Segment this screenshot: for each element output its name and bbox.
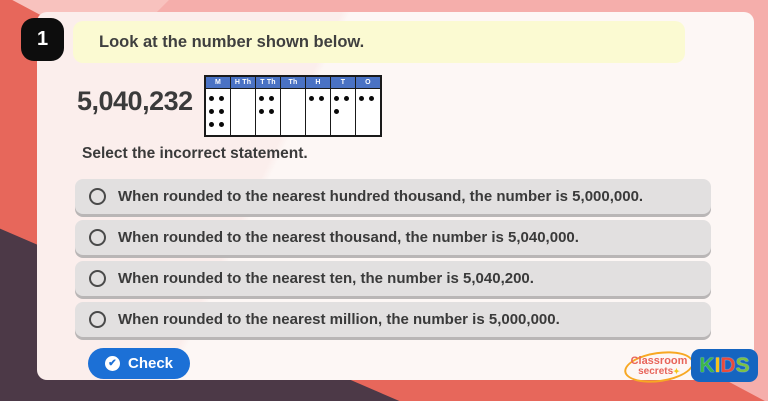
counter-dot bbox=[259, 109, 264, 114]
counter-dot bbox=[209, 96, 214, 101]
counter-dot bbox=[219, 122, 224, 127]
counter-row bbox=[256, 92, 280, 105]
counter-row bbox=[331, 92, 355, 105]
counter-dot bbox=[334, 109, 339, 114]
counter-dot bbox=[219, 96, 224, 101]
pv-column bbox=[206, 77, 231, 135]
counter-dot bbox=[209, 109, 214, 114]
counter-row bbox=[206, 118, 230, 131]
instruction-text: Look at the number shown below. bbox=[99, 32, 365, 51]
question-prompt: Select the incorrect statement. bbox=[82, 145, 308, 162]
pv-column-header: T Th bbox=[256, 77, 280, 89]
pv-column bbox=[231, 77, 256, 135]
logo-star-icon: ✦ bbox=[673, 366, 680, 376]
counter-row bbox=[331, 105, 355, 118]
pv-column-header: H bbox=[306, 77, 330, 89]
logo-line1: Classroom bbox=[630, 354, 688, 367]
pv-column-header: H Th bbox=[231, 77, 255, 89]
option-row-2[interactable] bbox=[75, 220, 711, 255]
display-number: 5,040,232 bbox=[77, 86, 193, 116]
counter-dot bbox=[209, 122, 214, 127]
pv-column-counters bbox=[231, 89, 255, 135]
classroom-secrets-logo bbox=[625, 352, 693, 380]
pv-column bbox=[281, 77, 306, 135]
kids-letter: S bbox=[735, 354, 750, 377]
kids-logo bbox=[691, 349, 758, 382]
kids-letter: D bbox=[720, 354, 736, 377]
option-row-4[interactable] bbox=[75, 302, 711, 337]
check-circle-icon: ✔ bbox=[105, 356, 120, 371]
pv-column-counters bbox=[206, 89, 230, 135]
radio-button[interactable] bbox=[89, 188, 106, 205]
option-row-3[interactable] bbox=[75, 261, 711, 296]
logo-line2: secrets✦ bbox=[638, 365, 680, 377]
kids-letter: I bbox=[714, 354, 721, 377]
pv-column-counters bbox=[306, 89, 330, 135]
radio-button[interactable] bbox=[89, 229, 106, 246]
check-button[interactable] bbox=[88, 348, 190, 379]
place-value-chart bbox=[204, 75, 382, 137]
counter-dot bbox=[309, 96, 314, 101]
pv-column-counters bbox=[281, 89, 305, 135]
counter-row bbox=[306, 92, 330, 105]
counter-dot bbox=[269, 96, 274, 101]
counter-dot bbox=[344, 96, 349, 101]
pv-column bbox=[256, 77, 281, 135]
kids-letter: K bbox=[699, 354, 715, 377]
counter-row bbox=[206, 105, 230, 118]
option-label: When rounded to the nearest million, the number is 5,000,000. bbox=[118, 311, 560, 328]
counter-dot bbox=[219, 109, 224, 114]
question-number-badge: 1 bbox=[21, 18, 64, 61]
pv-column bbox=[356, 77, 380, 135]
option-label: When rounded to the nearest hundred thousand, the number is 5,000,000. bbox=[118, 188, 644, 205]
option-row-1[interactable] bbox=[75, 179, 711, 214]
radio-button[interactable] bbox=[89, 311, 106, 328]
radio-button[interactable] bbox=[89, 270, 106, 287]
pv-column bbox=[331, 77, 356, 135]
instruction-banner bbox=[73, 21, 685, 63]
check-button-label: Check bbox=[128, 355, 174, 372]
pv-column-counters bbox=[331, 89, 355, 135]
counter-row bbox=[356, 92, 380, 105]
pv-column bbox=[306, 77, 331, 135]
pv-column-header: Th bbox=[281, 77, 305, 89]
counter-dot bbox=[259, 96, 264, 101]
pv-column-header: O bbox=[356, 77, 380, 89]
pv-column-header: T bbox=[331, 77, 355, 89]
pv-column-counters bbox=[256, 89, 280, 135]
pv-column-counters bbox=[356, 89, 380, 135]
counter-dot bbox=[369, 96, 374, 101]
counter-dot bbox=[359, 96, 364, 101]
counter-dot bbox=[269, 109, 274, 114]
counter-row bbox=[206, 92, 230, 105]
counter-dot bbox=[334, 96, 339, 101]
option-label: When rounded to the nearest thousand, the number is 5,040,000. bbox=[118, 229, 579, 246]
counter-dot bbox=[319, 96, 324, 101]
pv-column-header: M bbox=[206, 77, 230, 89]
option-label: When rounded to the nearest ten, the number is 5,040,200. bbox=[118, 270, 534, 287]
counter-row bbox=[256, 105, 280, 118]
answer-options bbox=[75, 179, 711, 343]
